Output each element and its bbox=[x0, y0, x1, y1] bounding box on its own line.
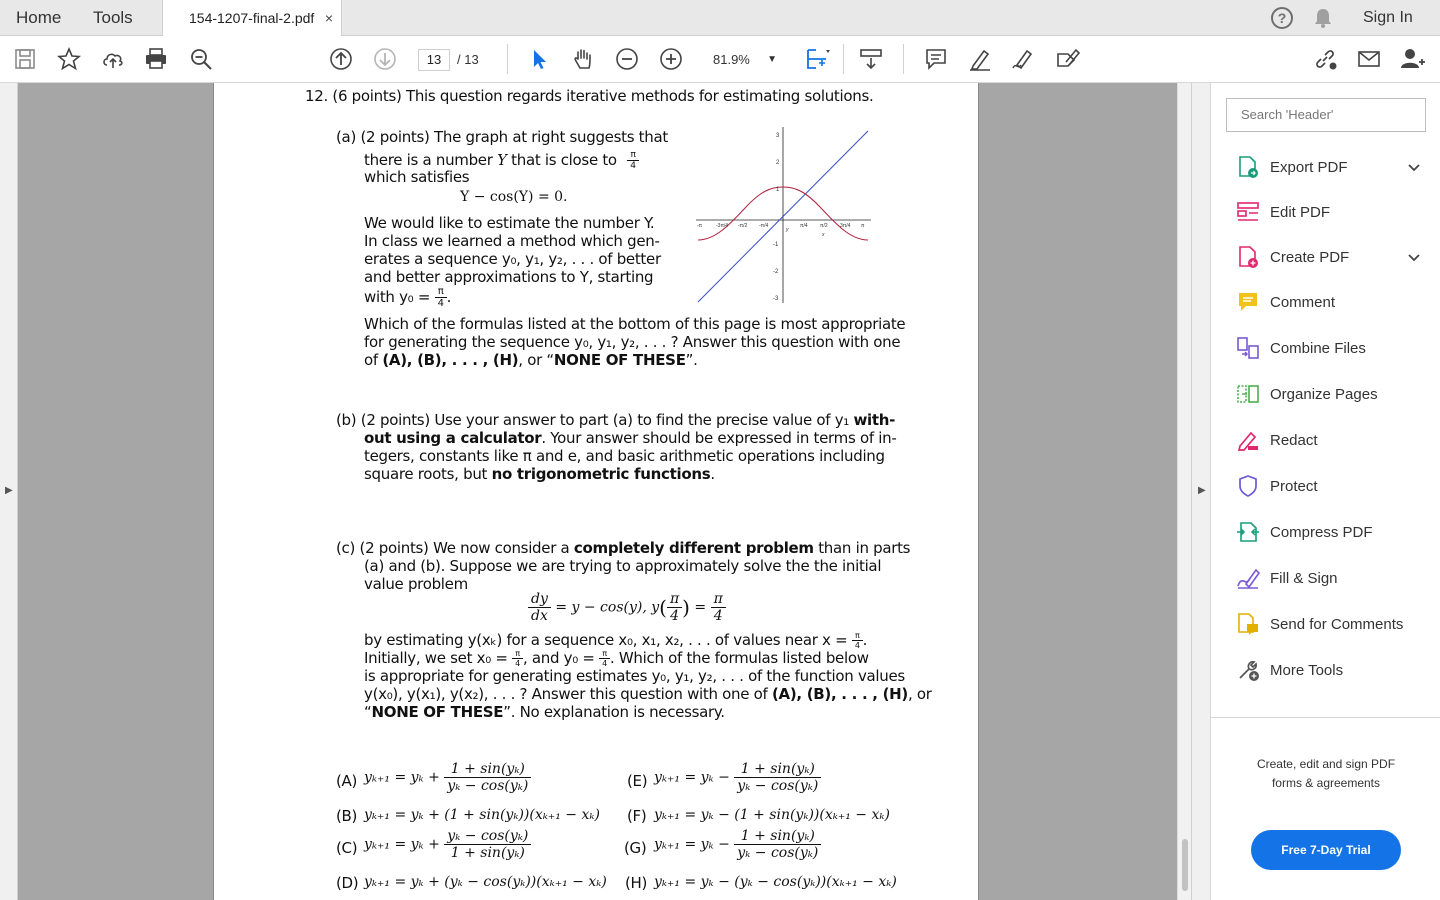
tool-combine-files[interactable] bbox=[1236, 334, 1431, 364]
comment-icon bbox=[1236, 290, 1260, 314]
frac-num: yₖ − cos(yₖ) bbox=[444, 828, 531, 845]
text-run: yₖ₊₁ = yₖ − bbox=[654, 836, 735, 853]
share-link-icon[interactable] bbox=[1312, 46, 1338, 72]
text-run: there is a number bbox=[364, 151, 498, 169]
tool-export-pdf[interactable] bbox=[1236, 153, 1431, 183]
tool-label: Fill & Sign bbox=[1270, 570, 1338, 587]
promo-text bbox=[1226, 755, 1426, 793]
option-a-formula bbox=[364, 761, 531, 794]
option-d-label: (D) bbox=[336, 874, 359, 892]
frac-num: π bbox=[852, 631, 863, 641]
tool-send-for-comments[interactable] bbox=[1236, 610, 1431, 640]
part-a-line-8: with y₀ = $\frac{\pi}{4}$ . bbox=[364, 286, 452, 309]
text-run: completely different problem bbox=[573, 539, 814, 557]
option-e-label: (E) bbox=[627, 772, 648, 790]
sign-pen-icon[interactable] bbox=[1010, 46, 1036, 72]
hand-tool-icon[interactable] bbox=[570, 46, 596, 72]
frac-den: yₖ − cos(yₖ) bbox=[737, 778, 819, 794]
main-toolbar bbox=[0, 36, 1440, 83]
tool-label: Compress PDF bbox=[1270, 524, 1373, 541]
tool-protect[interactable] bbox=[1236, 472, 1431, 502]
pi-over-4 bbox=[711, 591, 726, 624]
frac-den: 4 bbox=[713, 608, 723, 624]
right-panel-toggle[interactable] bbox=[1191, 83, 1210, 900]
email-icon[interactable] bbox=[1356, 46, 1382, 72]
zoom-out-search-icon[interactable] bbox=[188, 46, 214, 72]
option-f-label: (F) bbox=[627, 807, 647, 825]
wrench-icon bbox=[1236, 658, 1260, 682]
frac-num: π bbox=[599, 649, 610, 659]
chevron-down-icon[interactable] bbox=[1407, 251, 1421, 265]
frac-den: 4 bbox=[602, 659, 607, 668]
tool-redact[interactable] bbox=[1236, 426, 1431, 456]
bookmark-star-icon[interactable] bbox=[56, 46, 82, 72]
frac-den: yₖ − cos(yₖ) bbox=[737, 845, 819, 861]
text-run: ”. No explanation is necessary. bbox=[503, 703, 725, 721]
text-run: = y − cos(y), y bbox=[550, 599, 660, 616]
frac-num: π bbox=[667, 591, 682, 608]
sign-in-link[interactable]: Sign In bbox=[1363, 9, 1413, 26]
frac-den: 4 bbox=[854, 641, 860, 650]
frac-den: dx bbox=[531, 608, 548, 624]
ode-equation bbox=[528, 591, 726, 624]
toolbar-divider bbox=[507, 44, 508, 74]
frac-den: 4 bbox=[437, 298, 444, 309]
option-d-formula: yₖ₊₁ = yₖ + (yₖ − cos(yₖ))(xₖ₊₁ − xₖ) bbox=[364, 874, 607, 890]
equation-y-cos-y: Y − cos(Y) = 0. bbox=[460, 189, 568, 205]
option-g-label: (G) bbox=[624, 839, 647, 857]
frac-num: π bbox=[711, 591, 726, 608]
text-run: (A), (B), . . . , (H) bbox=[382, 351, 519, 369]
tools-panel bbox=[1210, 83, 1440, 900]
tab-home[interactable]: Home bbox=[16, 8, 62, 27]
tab-bar bbox=[0, 0, 1440, 36]
paren-open: ( bbox=[659, 595, 667, 620]
redact-icon bbox=[1236, 428, 1260, 452]
highlight-pen-icon[interactable] bbox=[967, 46, 993, 72]
option-h-label: (H) bbox=[625, 874, 648, 892]
left-panel-toggle[interactable] bbox=[0, 83, 18, 900]
tool-label: Protect bbox=[1270, 478, 1318, 495]
y-tick: 3 bbox=[776, 133, 780, 139]
add-user-icon[interactable] bbox=[1399, 46, 1425, 72]
frac-den: 4 bbox=[630, 161, 636, 171]
text-run: y(x₀), y(x₁), y(x₂), . . . ? Answer this question with one of bbox=[364, 685, 772, 703]
notification-bell-icon[interactable] bbox=[1312, 7, 1334, 29]
tool-label: Edit PDF bbox=[1270, 204, 1331, 221]
option-c-formula bbox=[364, 828, 531, 861]
tool-organize-pages[interactable] bbox=[1236, 380, 1431, 410]
fill-sign-icon[interactable] bbox=[1054, 46, 1080, 72]
option-c-label: (C) bbox=[336, 839, 358, 857]
previous-page-icon[interactable] bbox=[328, 46, 354, 72]
x-tick: -π/4 bbox=[759, 223, 769, 229]
scroll-mode-icon[interactable] bbox=[858, 46, 884, 72]
comment-icon[interactable] bbox=[923, 46, 949, 72]
frac-num: dy bbox=[528, 591, 551, 608]
zoom-in-icon[interactable] bbox=[658, 46, 684, 72]
pdf-page bbox=[213, 83, 979, 900]
text-run: yₖ₊₁ = yₖ + bbox=[364, 836, 445, 853]
frac-num: π bbox=[627, 150, 638, 161]
tool-label: Redact bbox=[1270, 432, 1318, 449]
axis-label: x bbox=[822, 232, 825, 238]
export-pdf-icon bbox=[1236, 155, 1260, 179]
question-title: 12. (6 points) This question regards iterative methods for estimating solutions. bbox=[305, 87, 874, 105]
text-run: . bbox=[710, 465, 715, 483]
paren-close: ) bbox=[682, 595, 690, 620]
text-run: . Your answer should be expressed in terms of in- bbox=[541, 429, 897, 447]
part-c-line-3: value problem bbox=[364, 575, 468, 593]
frac-den: yₖ − cos(yₖ) bbox=[447, 778, 529, 794]
text-run: with- bbox=[853, 411, 896, 429]
tab-document-label: 154-1207-final-2.pdf bbox=[189, 10, 315, 26]
option-e-formula bbox=[654, 761, 821, 794]
pi-over-4 bbox=[627, 150, 638, 171]
fill-sign-icon bbox=[1236, 566, 1260, 590]
text-run: with y₀ = bbox=[364, 288, 435, 306]
tool-label: Comment bbox=[1270, 294, 1336, 311]
part-c-line-7 bbox=[364, 685, 932, 703]
text-run: , and y₀ = bbox=[522, 649, 600, 667]
text-run: out using a calculator bbox=[364, 429, 542, 447]
y-tick: 2 bbox=[776, 160, 780, 166]
part-a-line-10: for generating the sequence y₀, y₁, y₂, . . . ? Answer this question with one bbox=[364, 333, 901, 351]
tool-label: Combine Files bbox=[1270, 340, 1366, 357]
scrollbar-thumb[interactable] bbox=[1182, 839, 1188, 891]
text-run: (b) (2 points) Use your answer to part (a) to find the precise value of y₁ bbox=[336, 411, 854, 429]
tool-create-pdf[interactable] bbox=[1236, 243, 1431, 273]
fit-page-icon[interactable] bbox=[804, 46, 830, 72]
frac-den: 4 bbox=[670, 608, 680, 624]
dy-dx bbox=[528, 591, 551, 624]
y-tick: -1 bbox=[773, 242, 779, 248]
print-icon[interactable] bbox=[143, 46, 169, 72]
x-tick: π/2 bbox=[820, 223, 828, 229]
compress-pdf-icon bbox=[1236, 520, 1260, 544]
text-run: Initially, we set x₀ = bbox=[364, 649, 513, 667]
tool-more-tools[interactable] bbox=[1236, 656, 1431, 686]
part-a-line-5: In class we learned a method which gen- bbox=[364, 232, 660, 250]
part-a-line-6: erates a sequence y₀, y₁, y₂, . . . of better bbox=[364, 250, 661, 268]
document-viewer bbox=[0, 83, 1210, 900]
send-for-comments-icon bbox=[1236, 612, 1260, 636]
organize-pages-icon bbox=[1236, 382, 1260, 406]
part-a-line-4: We would like to estimate the number Y. bbox=[364, 214, 655, 232]
shield-icon bbox=[1236, 474, 1260, 498]
part-a-line-11 bbox=[364, 351, 698, 369]
frac-num: π bbox=[435, 286, 447, 298]
part-c-line-6: is appropriate for generating estimates y₀, y₁, y₂, . . . of the function values bbox=[364, 667, 905, 685]
option-b-label: (B) bbox=[336, 807, 358, 825]
pi-over-4 bbox=[512, 649, 523, 668]
part-c-line-5 bbox=[364, 649, 869, 668]
create-pdf-icon bbox=[1236, 245, 1260, 269]
part-b-line-3: tegers, constants like π and e, and basic arithmetic operations including bbox=[364, 447, 885, 465]
text-run: ”. bbox=[685, 351, 698, 369]
frac-num: π bbox=[512, 649, 523, 659]
text-run: (c) (2 points) We now consider a bbox=[336, 539, 574, 557]
text-run: , or bbox=[907, 685, 932, 703]
part-a-line-9: Which of the formulas listed at the bottom of this page is most appropriate bbox=[364, 315, 906, 333]
tool-label: Create PDF bbox=[1270, 249, 1350, 266]
frac-den: 4 bbox=[515, 659, 520, 668]
option-b-formula: yₖ₊₁ = yₖ + (1 + sin(yₖ))(xₖ₊₁ − xₖ) bbox=[364, 807, 600, 823]
frac-num: 1 + sin(yₖ) bbox=[734, 828, 821, 845]
x-tick: -π/2 bbox=[738, 223, 748, 229]
option-a-label: (A) bbox=[336, 772, 358, 790]
promo-line: Create, edit and sign PDF bbox=[1256, 757, 1396, 771]
text-run: , or “ bbox=[518, 351, 554, 369]
option-fraction bbox=[444, 828, 531, 861]
zoom-level-value: 81.9% bbox=[713, 52, 750, 67]
option-f-formula: yₖ₊₁ = yₖ − (1 + sin(yₖ))(xₖ₊₁ − xₖ) bbox=[654, 807, 890, 823]
axis-label: y bbox=[786, 227, 789, 233]
zoom-level-select[interactable] bbox=[703, 48, 783, 72]
close-tab-icon[interactable]: × bbox=[324, 10, 333, 26]
tool-fill-sign[interactable] bbox=[1236, 564, 1431, 594]
tab-document[interactable] bbox=[162, 0, 342, 37]
tool-edit-pdf[interactable] bbox=[1236, 198, 1431, 228]
text-run: yₖ₊₁ = yₖ + bbox=[364, 769, 445, 786]
x-tick: π/4 bbox=[800, 223, 808, 229]
x-tick: π bbox=[861, 223, 865, 229]
part-b-line-2 bbox=[364, 429, 896, 447]
y-tick: -3 bbox=[773, 296, 779, 302]
graph-y-vs-cos bbox=[696, 127, 871, 303]
frac-num: 1 + sin(yₖ) bbox=[444, 761, 531, 778]
text-run: NONE OF THESE bbox=[371, 703, 504, 721]
chevron-down-icon[interactable] bbox=[1407, 161, 1421, 175]
part-c-line-1 bbox=[336, 539, 910, 557]
tab-tools[interactable]: Tools bbox=[93, 8, 133, 27]
frac-den: 1 + sin(yₖ) bbox=[450, 845, 525, 861]
page-total: / 13 bbox=[457, 52, 479, 67]
y-tick: 1 bbox=[776, 187, 780, 193]
collapse-right-icon: ▶ bbox=[1198, 485, 1206, 496]
part-c-line-2: (a) and (b). Suppose we are trying to approximately solve the the initial bbox=[364, 557, 882, 575]
tools-search-input[interactable]: Search 'Header' bbox=[1226, 98, 1426, 132]
tool-label: Export PDF bbox=[1270, 159, 1348, 176]
option-g-formula bbox=[654, 828, 821, 861]
tool-comment[interactable] bbox=[1236, 288, 1431, 318]
text-run: of bbox=[364, 351, 383, 369]
text-run: that is close to bbox=[506, 151, 622, 169]
chevron-down-icon: ▼ bbox=[767, 54, 777, 65]
tool-label: Send for Comments bbox=[1270, 616, 1404, 633]
part-a-line-3: which satisfies bbox=[364, 168, 470, 186]
option-h-formula: yₖ₊₁ = yₖ − (yₖ − cos(yₖ))(xₖ₊₁ − xₖ) bbox=[654, 874, 897, 890]
vertical-scrollbar[interactable] bbox=[1177, 83, 1191, 900]
pi-over-4 bbox=[435, 286, 447, 309]
text-run: . Which of the formulas listed below bbox=[609, 649, 869, 667]
text-run: = bbox=[689, 599, 711, 616]
text-run: no trigonometric functions bbox=[491, 465, 711, 483]
tool-compress-pdf[interactable] bbox=[1236, 518, 1431, 548]
page-number-input[interactable]: 13 bbox=[418, 49, 450, 71]
edit-pdf-icon bbox=[1236, 200, 1260, 224]
option-fraction bbox=[734, 828, 821, 861]
toolbar-divider bbox=[843, 44, 844, 74]
y-tick: -2 bbox=[773, 269, 779, 275]
part-c-line-8 bbox=[364, 703, 725, 721]
text-run: square roots, but bbox=[364, 465, 492, 483]
text-run: yₖ₊₁ = yₖ − bbox=[654, 769, 735, 786]
text-run: by estimating y(xₖ) for a sequence x₀, x₁, x₂, . . . of values near x = bbox=[364, 631, 852, 649]
pi-over-4 bbox=[667, 591, 682, 624]
option-fraction bbox=[444, 761, 531, 794]
pi-over-4 bbox=[852, 631, 863, 650]
part-a-line-7: and better approximations to Y, starting bbox=[364, 268, 654, 286]
part-c-line-4: by estimating y(xₖ) for a sequence x₀, x₁, x₂, . . . of values near x = $\frac{\pi}{4}$ . bbox=[364, 631, 868, 650]
help-icon[interactable]: ? bbox=[1271, 7, 1293, 29]
x-tick: -3π/4 bbox=[716, 223, 729, 229]
panel-divider bbox=[1211, 717, 1440, 718]
text-run: NONE OF THESE bbox=[553, 351, 686, 369]
combine-files-icon bbox=[1236, 336, 1260, 360]
option-fraction bbox=[734, 761, 821, 794]
x-tick: -π bbox=[697, 223, 703, 229]
text-run: Y bbox=[497, 151, 507, 169]
next-page-icon[interactable] bbox=[372, 46, 398, 72]
x-tick: 3π/4 bbox=[840, 223, 851, 229]
tool-label: Organize Pages bbox=[1270, 386, 1378, 403]
free-trial-button[interactable]: Free 7-Day Trial bbox=[1251, 830, 1401, 870]
part-a-line-1: (a) (2 points) The graph at right suggests that bbox=[336, 128, 668, 146]
toolbar-divider bbox=[903, 44, 904, 74]
zoom-out-icon[interactable] bbox=[614, 46, 640, 72]
text-run: “ bbox=[364, 703, 372, 721]
text-run: than in parts bbox=[813, 539, 911, 557]
text-run: (A), (B), . . . , (H) bbox=[772, 685, 908, 703]
select-cursor-icon[interactable] bbox=[526, 46, 552, 72]
part-b-line-1 bbox=[336, 411, 895, 429]
part-b-line-4 bbox=[364, 465, 715, 483]
frac-num: 1 + sin(yₖ) bbox=[734, 761, 821, 778]
tool-label: More Tools bbox=[1270, 662, 1344, 679]
expand-left-icon: ▶ bbox=[5, 485, 13, 496]
save-icon[interactable] bbox=[12, 46, 38, 72]
pi-over-4 bbox=[599, 649, 610, 668]
upload-cloud-icon[interactable] bbox=[100, 46, 126, 72]
promo-line: forms & agreements bbox=[1271, 776, 1381, 790]
